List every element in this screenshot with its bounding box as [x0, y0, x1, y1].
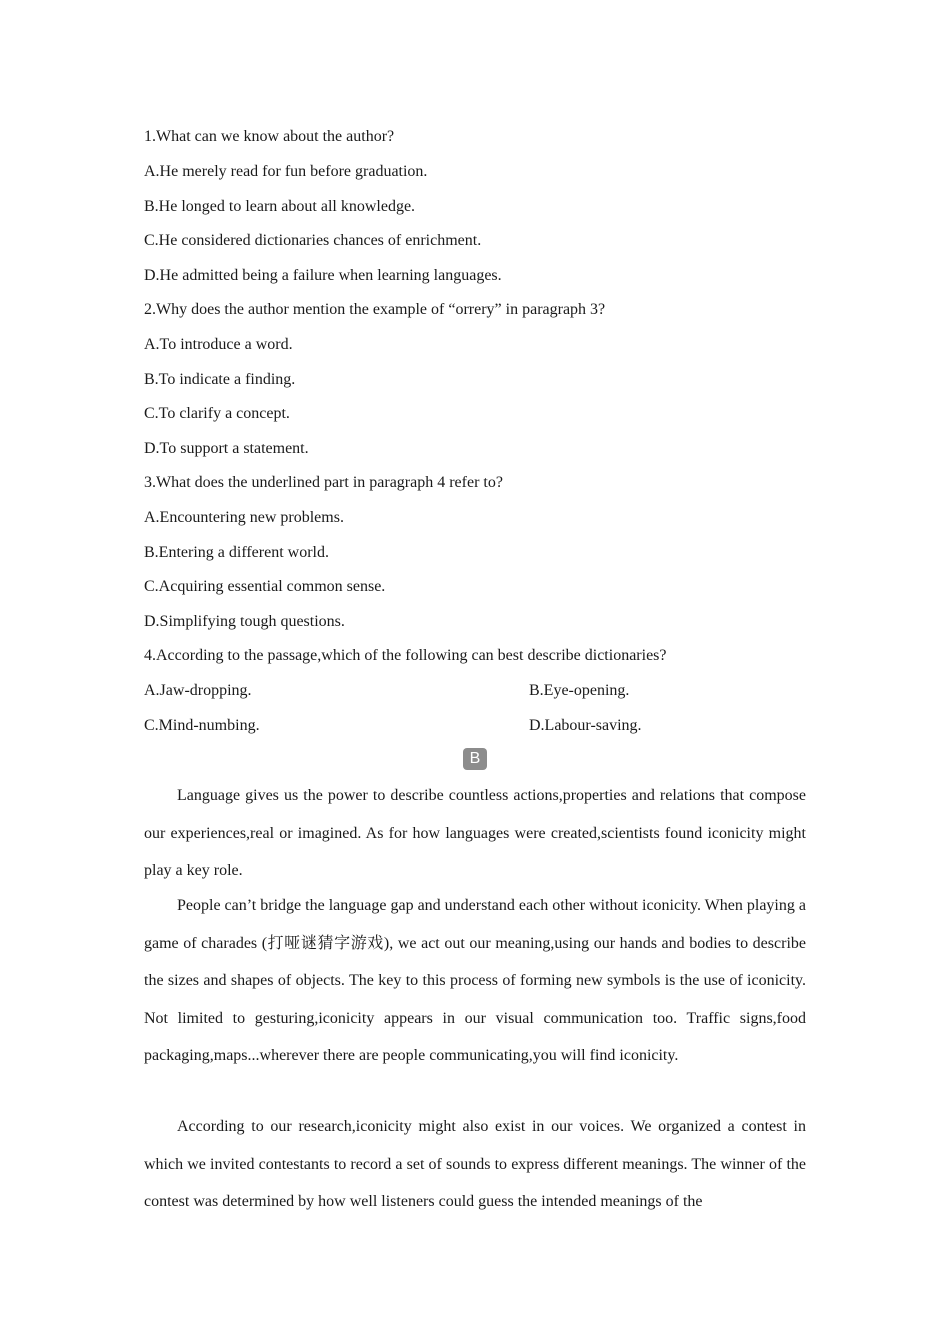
- question-4-option-b: B.Eye-opening.: [529, 682, 630, 699]
- question-3-option-c: C.Acquiring essential common sense.: [144, 578, 386, 595]
- question-3-option-d: D.Simplifying tough questions.: [144, 613, 345, 630]
- question-3-option-a: A.Encountering new problems.: [144, 509, 344, 526]
- question-4-option-c: C.Mind-numbing.: [144, 717, 260, 734]
- passage-paragraph-3: According to our research,iconicity might also exist in our voices. We organized a contest in which we invited contestants to record a set of sounds to express different meanings. The winner of the contest was determined by how well listeners could guess the intended meanings of the: [144, 1118, 806, 1210]
- question-2-option-a: A.To introduce a word.: [144, 336, 293, 353]
- question-4-option-a: A.Jaw-dropping.: [144, 682, 252, 699]
- question-1-option-c: C.He considered dictionaries chances of enrichment.: [144, 232, 482, 249]
- section-b-badge: B: [463, 748, 487, 770]
- question-3-option-b: B.Entering a different world.: [144, 544, 329, 561]
- question-2-option-c: C.To clarify a concept.: [144, 405, 290, 422]
- question-2-option-d: D.To support a statement.: [144, 440, 309, 457]
- question-4-stem: 4.According to the passage,which of the following can best describe dictionaries?: [144, 647, 667, 664]
- question-1-stem: 1.What can we know about the author?: [144, 128, 395, 145]
- question-2-stem: 2.Why does the author mention the example of “orrery” in paragraph 3?: [144, 301, 606, 318]
- question-1-option-a: A.He merely read for fun before graduation.: [144, 163, 428, 180]
- question-2-option-b: B.To indicate a finding.: [144, 371, 296, 388]
- question-3-stem: 3.What does the underlined part in paragraph 4 refer to?: [144, 474, 503, 491]
- question-1-option-d: D.He admitted being a failure when learning languages.: [144, 267, 502, 284]
- question-4-option-d: D.Labour-saving.: [529, 717, 642, 734]
- passage-paragraph-2: People can’t bridge the language gap and understand each other without iconicity. When playing a game of charades (打哑谜猜字游戏), we act out our meaning,using our hands and bodies to describe the sizes and shapes of objects. The key to this process of forming new symbols is the use of iconicity. Not limited to gesturing,iconicity appears in our visual communication too. Traffic signs,food packaging,maps...wherever there are people communicating,you will find iconicity.: [144, 897, 806, 1064]
- question-1-option-b: B.He longed to learn about all knowledge.: [144, 198, 416, 215]
- passage-paragraph-1: Language gives us the power to describe countless actions,properties and relations that compose our experiences,real or imagined. As for how languages were created,scientists found iconicity might play a key role.: [144, 787, 806, 879]
